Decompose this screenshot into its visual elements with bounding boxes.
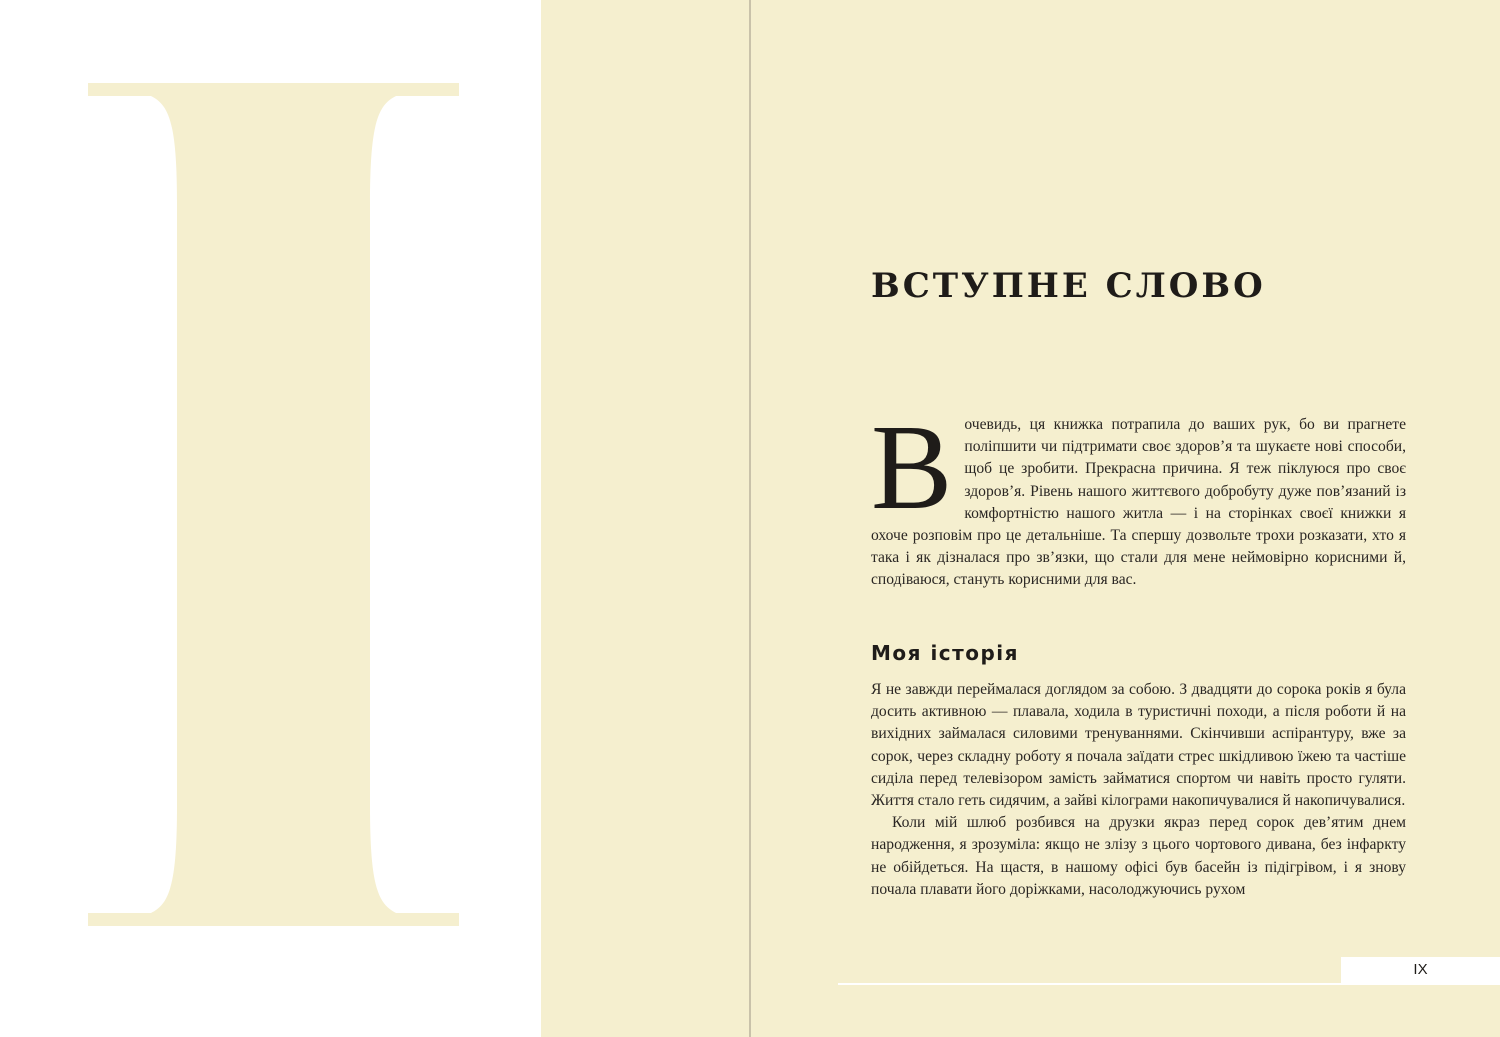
drop-cap: В	[871, 400, 953, 535]
section-heading: Моя історія	[871, 641, 1020, 665]
page-number-box	[1341, 957, 1500, 984]
chapter-numeral-glyph	[88, 83, 459, 926]
story-paragraph: Коли мій шлюб розбився на друзки якраз перед сорок дев’ятим днем народження, я зрозуміла: якщо не злізу з цього чортового дивана, без інфаркту не обійдеться. На щастя, в нашому офісі був басейн із підігрівом, і я знову почала плавати його доріжками, насолоджуючись рухом	[871, 814, 1406, 898]
chapter-title: ВСТУПНЕ СЛОВО	[871, 266, 1266, 306]
page-gutter-line	[749, 0, 751, 1037]
intro-paragraph	[871, 400, 1406, 592]
page-number: IX	[1413, 961, 1428, 978]
story-paragraph: Я не завжди переймалася доглядом за собою. З двадцяти до сорока років я була досить активною — плавала, ходила в туристичні походи, а після роботи й на вихідних займалася силовими тренуваннями. Скінчивши аспірантуру, вже за сорок, через складну роботу я почала заїдати стрес шкідливою їжею та частіше сиділа перед телевізором замість займатися спортом чи навіть просто гуляти. Життя стало геть сидячим, а зайві кілограми накопичувалися й накопичувалися.	[871, 681, 1406, 810]
intro-text: очевидь, ця книжка потрапила до ваших рук, бо ви прагнете поліпшити чи підтримати своє здоров’я та шукаєте нові способи, щоб це зробити. Прекрасна причина. Я теж піклуюся про своє здоров’я. Рівень нашого життєвого добробуту дуже пов’язаний із комфортністю нашого житла — і на сторінках своєї книжки я охоче розповім про це детальніше. Та спершу дозвольте трохи розказати, хто я така і як дізналася про зв’язки, що стали для мене неймовірно корисними й, сподіваюся, стануть корисними для вас.	[871, 416, 1406, 589]
left-page	[0, 0, 541, 1037]
story-body	[871, 679, 1406, 901]
chapter-numeral-shape	[88, 83, 459, 926]
